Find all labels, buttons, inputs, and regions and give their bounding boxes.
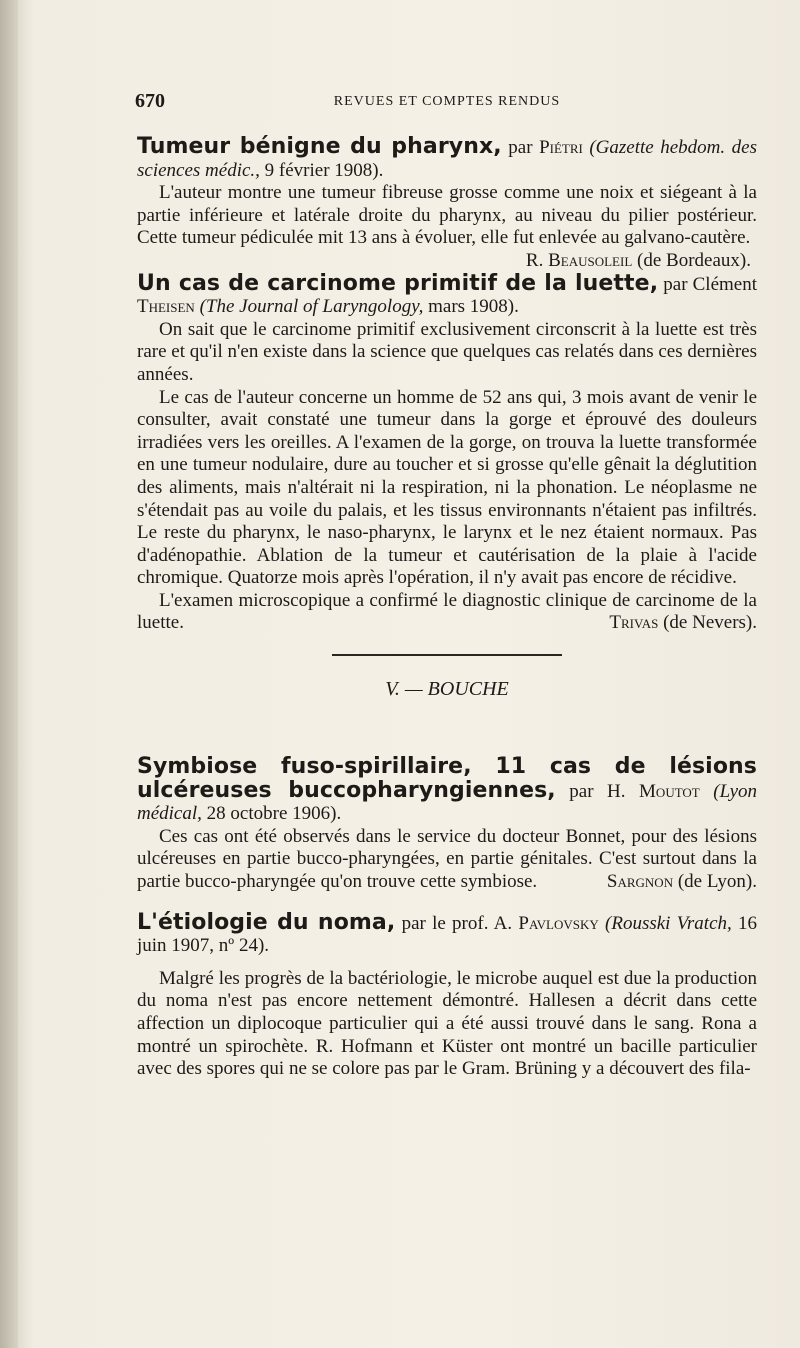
article-author: Moutot xyxy=(639,780,700,802)
paragraph-gap xyxy=(137,958,757,968)
article-signature xyxy=(137,250,757,273)
article-heading-noma xyxy=(137,909,758,958)
article-date: 9 février 1908). xyxy=(264,159,384,181)
article-source: (Gazette hebdom. des sciences médic., xyxy=(137,137,757,181)
section-divider xyxy=(332,654,562,656)
article-body: L'auteur montre une tumeur fibreuse grosse comme une noix et siégeant à la partie inférieure et latérale droite du pharynx, au niveau du pilier postérieur. Cette tumeur pédiculée mit 13 ans à évoluer, elle fut enlevée au galvano-cautère. xyxy=(137,182,757,249)
running-title: REVUES ET COMPTES RENDUS xyxy=(333,94,561,109)
article-title: Symbiose fuso-spirillaire, 11 cas de lésions ulcéreuses buccopharyngiennes, xyxy=(137,754,757,803)
signature-name: Beausoleil xyxy=(548,249,633,271)
page-content xyxy=(137,88,757,1081)
article-date: 16 juin 1907, nº 24). xyxy=(137,912,758,957)
signature-place: (de Bordeaux). xyxy=(637,249,751,271)
article-title: L'étiologie du noma, xyxy=(137,909,396,935)
article-author: Theisen xyxy=(137,296,195,318)
article-by: par le prof. A. xyxy=(401,912,513,934)
article-by: par Clément xyxy=(663,273,758,295)
article-title: Un cas de carcinome primitif de la luette, xyxy=(137,270,659,296)
article-signature xyxy=(587,612,757,635)
article-date: mars 1908). xyxy=(428,296,519,318)
article-by: par xyxy=(508,137,533,158)
article-source: (The Journal of Laryngology, xyxy=(199,296,424,318)
article-paragraph: Le cas de l'auteur concerne un homme de 52 ans qui, 3 mois avant de venir le consulter, avait constaté une tumeur dans la gorge et éprouvé des douleurs irradiées vers les oreilles. A l'examen de la gorge, on trouva la luette transformée en une tumeur nodulaire, dure au toucher et si grosse qu'elle gênait la déglutition des aliments, mais n'altérait ni la respiration, ni la phonation. Le néoplasme ne s'étendait pas au voile du palais, et les tissus environnants n'étaient pas infiltrés. Le reste du pharynx, le naso-pharynx, le larynx et le nez étaient normaux. Pas d'adénopathie. Ablation de la tumeur et cautérisation de la plaie à l'acide chromique. Quatorze mois après l'opération, il n'y avait pas encore de récidive. xyxy=(137,386,757,589)
article-title: Tumeur bénigne du pharynx, xyxy=(137,134,502,159)
page-number: 670 xyxy=(135,90,165,112)
article-author: Pavlovsky xyxy=(518,912,599,934)
article-paragraph-text: Ces cas ont été observés dans le service du docteur Bonnet, pour des lésions ulcéreuses en partie bucco-pharyngées, en partie génitales. C'est surtout dans la partie bucco-pharyngée qu'on trouve cette symbiose. xyxy=(137,825,757,893)
binding-gutter xyxy=(0,0,18,1348)
running-head xyxy=(137,88,757,116)
signature-place: (de Lyon). xyxy=(677,871,757,893)
signature-name: Sargnon xyxy=(606,871,674,893)
article-signature xyxy=(585,871,757,894)
signature-initial: R. xyxy=(525,249,544,271)
article-paragraph-text: L'examen microscopique a confirmé le diagnostic clinique de carcinome de la luette. xyxy=(137,589,757,634)
signature-place: (de Nevers). xyxy=(663,612,757,634)
article-paragraph: On sait que le carcinome primitif exclusivement circonscrit à la luette est très rare et qu'il n'en existe dans la science que quelques cas relatés dans ces dernières années. xyxy=(137,318,757,385)
article-source: (Rousski Vratch, xyxy=(605,912,732,934)
article-source: (Lyon médical, xyxy=(137,780,758,825)
article-date: 28 octobre 1906). xyxy=(206,803,342,825)
article-heading-carcinome xyxy=(137,270,758,319)
article-by: par H. xyxy=(569,780,626,802)
article-author: Piétri xyxy=(539,137,583,158)
article-heading-symbiose xyxy=(137,756,757,826)
signature-name: Trivas xyxy=(609,612,659,634)
article-paragraph-with-signature xyxy=(137,590,757,635)
article-body: Malgré les progrès de la bactériologie, le microbe auquel est due la production du noma n'est pas encore nettement démontré. Hallesen a décrit dans cette affection un diplocoque particulier qui a été aussi trouvé dans le sang. Rona a montré un spirochète. R. Hofmann et Küster ont montré un bacille particulier avec des spores qui ne se colore pas par le Gram. Brüning y a découvert des fila- xyxy=(137,967,757,1080)
section-heading: V. — BOUCHE xyxy=(385,678,509,701)
article-paragraph-with-signature xyxy=(137,826,757,894)
article-heading-tumeur xyxy=(137,136,757,182)
